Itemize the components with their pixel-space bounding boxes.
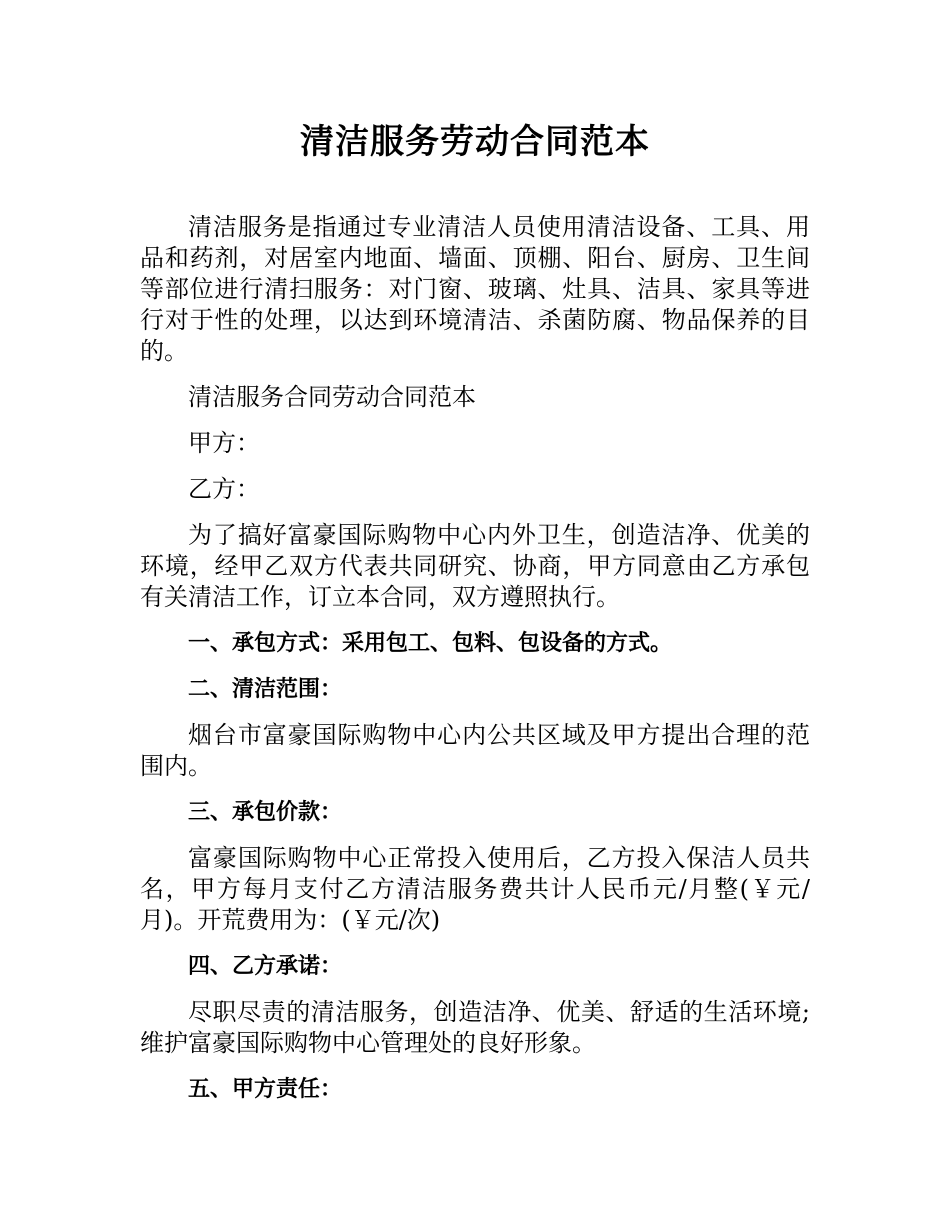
contract-subtitle: 清洁服务合同劳动合同范本 — [188, 383, 476, 411]
section-heading-cleaning-scope: 二、清洁范围： — [188, 677, 343, 702]
document-title: 清洁服务劳动合同范本 — [300, 122, 650, 162]
section-heading-party-a-responsibility: 五、甲方责任： — [188, 1077, 343, 1102]
section-body-contract-price: 富豪国际购物中心正常投入使用后，乙方投入保洁人员共名，甲方每月支付乙方清洁服务费共计人民币元/月整(￥元/月)。开荒费用为：(￥元/次) — [140, 844, 810, 934]
section-body-party-b-commitment: 尽职尽责的清洁服务，创造洁净、优美、舒适的生活环境;维护富豪国际购物中心管理处的良好形象。 — [140, 998, 810, 1057]
preamble-paragraph: 为了搞好富豪国际购物中心内外卫生，创造洁净、优美的环境，经甲乙双方代表共同研究、协商，甲方同意由乙方承包有关清洁工作，订立本合同，双方遵照执行。 — [140, 521, 810, 611]
section-heading-contract-method: 一、承包方式：采用包工、包料、包设备的方式。 — [188, 631, 673, 656]
section-heading-party-b-commitment: 四、乙方承诺： — [188, 954, 343, 979]
section-body-cleaning-scope: 烟台市富豪国际购物中心内公共区域及甲方提出合理的范围内。 — [140, 721, 810, 780]
intro-paragraph: 清洁服务是指通过专业清洁人员使用清洁设备、工具、用品和药剂，对居室内地面、墙面、顶棚、阳台、厨房、卫生间等部位进行清扫服务：对门窗、玻璃、灶具、洁具、家具等进行对于性的处理，以达到环境清洁、杀菌防腐、物品保养的目的。 — [140, 213, 810, 365]
party-a-line: 甲方： — [188, 429, 260, 457]
section-heading-contract-price: 三、承包价款： — [188, 800, 343, 825]
party-b-line: 乙方： — [188, 475, 260, 503]
